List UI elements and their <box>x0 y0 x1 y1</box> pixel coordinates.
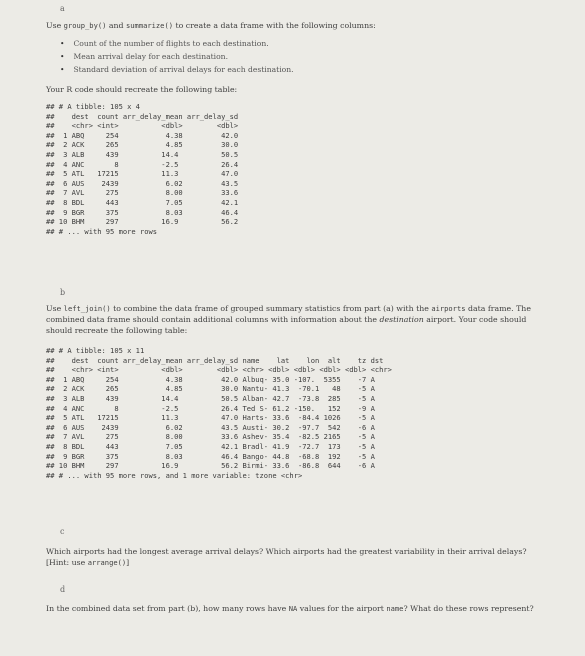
output-line: ## 7 AVL 275 8.00 33.6 <box>46 188 239 198</box>
output-line: ## 5 ATL 17215 11.3 47.0 <box>46 169 239 179</box>
part-d-label: d <box>60 585 66 594</box>
code-na: NA <box>288 604 298 613</box>
output-line: ## 10 BHM 297 16.9 56.2 Birmi- 33.6 -86.8 644 -6 A <box>46 461 375 471</box>
output-line: ## 2 ACK 265 4.85 30.0 Nantu- 41.3 -70.1 48 -5 A <box>46 384 375 394</box>
output-line: ## 2 ACK 265 4.85 30.0 <box>46 140 239 150</box>
code-group-by: group_by() <box>63 21 107 30</box>
part-a-tibble-output <box>46 102 238 236</box>
output-line: ## 9 BGR 375 8.03 46.4 <box>46 207 239 217</box>
part-a-label: a <box>60 4 65 13</box>
output-line: ## 3 ALB 439 14.4 50.5 Alban- 42.7 -73.8 285 -5 A <box>46 393 375 403</box>
part-b-tibble-output <box>46 346 392 480</box>
output-line: ## 10 BHM 297 16.9 56.2 <box>46 217 239 227</box>
output-line: ## 4 ANC 8 -2.5 26.4 Ted S- 61.2 -150. 152 -9 A <box>46 403 375 413</box>
part-d-question: In the combined data set from part (b), how many rows have NA values for the airport name? What do these rows represent? <box>46 604 534 613</box>
code-name: name <box>386 604 404 613</box>
output-line: ## # ... with 95 more rows <box>46 226 158 236</box>
part-a-bullet-list <box>60 37 294 76</box>
code-summarize: summarize() <box>126 21 173 30</box>
output-line: ## 4 ANC 8 -2.5 26.4 <box>46 159 239 169</box>
part-a-recreate-text: Your R code should recreate the following table: <box>46 85 238 94</box>
output-line: ## 9 BGR 375 8.03 46.4 Bango- 44.8 -68.8 192 -5 A <box>46 451 375 461</box>
output-line: ## 1 ABQ 254 4.38 42.0 <box>46 130 239 140</box>
output-line: ## 5 ATL 17215 11.3 47.0 Harts- 33.6 -84.4 1026 -5 A <box>46 413 375 423</box>
output-line: ## 6 AUS 2439 6.02 43.5 <box>46 178 239 188</box>
output-line: ## 8 BDL 443 7.05 42.1 <box>46 197 239 207</box>
output-line: ## 7 AVL 275 8.00 33.6 Ashev- 35.4 -82.5 2165 -5 A <box>46 432 375 442</box>
code-airports: airports <box>431 304 466 313</box>
part-b-intro: Use left_join() to combine the data frame of grouped summary statistics from part (a) with the airports data frame. The combined data frame should contain additional columns with information about the destination airport. Your code should should recreate the following table: <box>46 304 531 335</box>
output-line: ## # A tibble: 105 x 11 <box>46 346 145 355</box>
output-line: ## dest count arr_delay_mean arr_delay_sd <box>46 111 239 121</box>
output-line: ## 8 BDL 443 7.05 42.1 Bradl- 41.9 -72.7 173 -5 A <box>46 441 375 451</box>
output-line: ## 6 AUS 2439 6.02 43.5 Austi- 30.2 -97.7 542 -6 A <box>46 422 375 432</box>
output-line: ## 3 ALB 439 14.4 50.5 <box>46 149 239 159</box>
output-line: ## 1 ABQ 254 4.38 42.0 Albuq- 35.0 -107. 5355 -7 A <box>46 374 375 384</box>
output-line: ## # A tibble: 105 x 4 <box>46 102 140 111</box>
output-line: ## dest count arr_delay_mean arr_delay_sd name lat lon alt tz dst <box>46 355 384 365</box>
part-a-intro: Use group_by() and summarize() to create a data frame with the following columns: <box>46 21 376 30</box>
part-c-question: Which airports had the longest average arrival delays? Which airports had the greatest variability in their arrival delays? [Hint: use arrange()] <box>46 547 527 567</box>
bullet-item: • Mean arrival delay for each destination. <box>60 50 294 63</box>
output-line: ## <chr> <int> <dbl> <dbl> <box>46 121 239 131</box>
output-line: ## <chr> <int> <dbl> <dbl> <chr> <dbl> <dbl> <dbl> <dbl> <chr> <box>46 365 392 375</box>
bullet-item: • Standard deviation of arrival delays for each destination. <box>60 63 294 76</box>
bullet-item: • Count of the number of flights to each destination. <box>60 37 294 50</box>
code-arrange: arrange() <box>87 558 127 567</box>
part-b-label: b <box>60 288 66 297</box>
output-line: ## # ... with 95 more rows, and 1 more variable: tzone <chr> <box>46 470 303 480</box>
part-c-label: c <box>60 527 65 536</box>
code-left-join: left_join() <box>63 304 111 313</box>
